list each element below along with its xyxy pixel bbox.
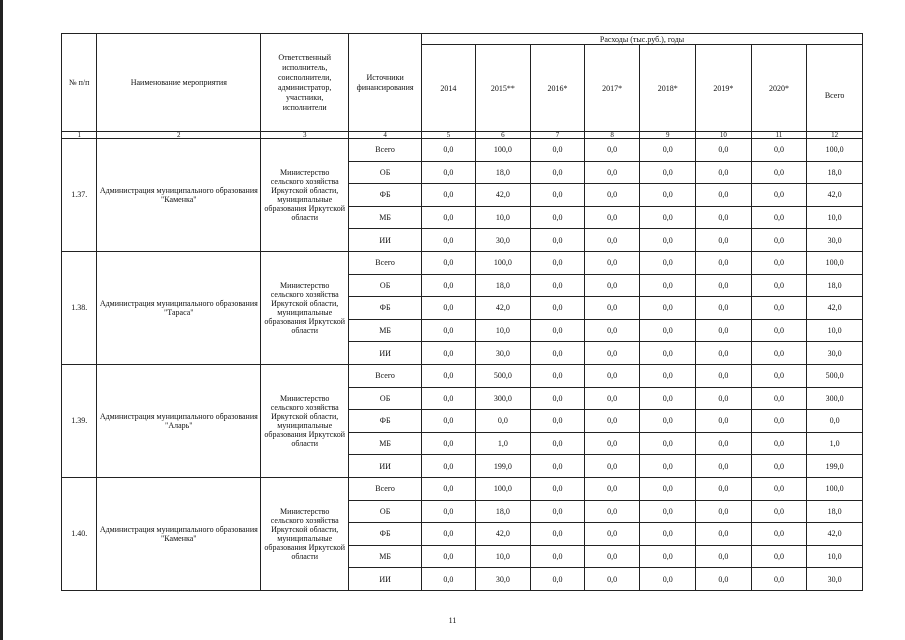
item-number: 1.40. xyxy=(62,477,97,590)
activity-name: Администрация муниципального образования "Аларь" xyxy=(97,364,261,477)
year-value: 0,0 xyxy=(751,523,807,546)
year-value: 0,0 xyxy=(751,184,807,207)
year-value: 0,0 xyxy=(751,139,807,162)
year-value: 0,0 xyxy=(584,500,640,523)
table-row xyxy=(62,364,863,387)
item-number: 1.38. xyxy=(62,251,97,364)
year-value: 0,0 xyxy=(584,184,640,207)
year-value: 0,0 xyxy=(531,387,585,410)
year-value: 0,0 xyxy=(640,545,696,568)
year-value: 0,0 xyxy=(531,545,585,568)
year-value: 1,0 xyxy=(475,432,531,455)
total-value: 0,0 xyxy=(807,410,863,433)
year-value: 0,0 xyxy=(696,319,752,342)
year-value: 0,0 xyxy=(696,274,752,297)
total-value: 30,0 xyxy=(807,568,863,591)
year-value: 0,0 xyxy=(422,319,476,342)
column-number-row xyxy=(62,132,863,139)
year-value: 0,0 xyxy=(584,319,640,342)
total-value: 30,0 xyxy=(807,229,863,252)
header-year: 2018* xyxy=(640,45,696,132)
page-number: 11 xyxy=(448,616,457,625)
year-value: 0,0 xyxy=(531,432,585,455)
year-value: 0,0 xyxy=(640,161,696,184)
header-year: 2015** xyxy=(475,45,531,132)
header-num: № п/п xyxy=(62,34,97,132)
year-value: 0,0 xyxy=(640,410,696,433)
executor: Министерство сельского хозяйства Иркутской области, муниципальные образования Иркутской области xyxy=(261,139,349,252)
funding-source: МБ xyxy=(349,545,422,568)
funding-source: ФБ xyxy=(349,523,422,546)
activity-name: Администрация муниципального образования "Каменка" xyxy=(97,477,261,590)
table-row xyxy=(62,251,863,274)
year-value: 0,0 xyxy=(640,184,696,207)
executor: Министерство сельского хозяйства Иркутской области, муниципальные образования Иркутской области xyxy=(261,364,349,477)
year-value: 0,0 xyxy=(531,161,585,184)
column-number: 6 xyxy=(475,132,531,139)
year-value: 0,0 xyxy=(584,477,640,500)
table-row xyxy=(62,139,863,162)
funding-source: Всего xyxy=(349,477,422,500)
year-value: 0,0 xyxy=(531,274,585,297)
year-value: 0,0 xyxy=(531,206,585,229)
year-value: 100,0 xyxy=(475,251,531,274)
total-value: 10,0 xyxy=(807,206,863,229)
year-value: 0,0 xyxy=(696,455,752,478)
funding-source: ОБ xyxy=(349,500,422,523)
year-value: 0,0 xyxy=(531,477,585,500)
total-value: 100,0 xyxy=(807,139,863,162)
year-value: 42,0 xyxy=(475,523,531,546)
year-value: 0,0 xyxy=(531,251,585,274)
year-value: 0,0 xyxy=(696,523,752,546)
year-value: 0,0 xyxy=(696,184,752,207)
year-value: 199,0 xyxy=(475,455,531,478)
year-value: 0,0 xyxy=(531,410,585,433)
year-value: 0,0 xyxy=(584,523,640,546)
funding-source: ОБ xyxy=(349,161,422,184)
year-value: 0,0 xyxy=(422,139,476,162)
column-number: 5 xyxy=(422,132,476,139)
year-value: 0,0 xyxy=(584,455,640,478)
year-value: 42,0 xyxy=(475,184,531,207)
total-value: 199,0 xyxy=(807,455,863,478)
year-value: 0,0 xyxy=(640,251,696,274)
year-value: 0,0 xyxy=(696,297,752,320)
year-value: 0,0 xyxy=(422,410,476,433)
year-value: 0,0 xyxy=(751,206,807,229)
year-value: 0,0 xyxy=(751,251,807,274)
year-value: 0,0 xyxy=(422,251,476,274)
year-value: 0,0 xyxy=(584,545,640,568)
year-value: 500,0 xyxy=(475,364,531,387)
year-value: 30,0 xyxy=(475,229,531,252)
total-value: 10,0 xyxy=(807,545,863,568)
funding-source: Всего xyxy=(349,251,422,274)
year-value: 0,0 xyxy=(531,342,585,365)
year-value: 0,0 xyxy=(640,500,696,523)
funding-source: ФБ xyxy=(349,297,422,320)
header-year: 2019* xyxy=(696,45,752,132)
funding-source: Всего xyxy=(349,139,422,162)
activity-name: Администрация муниципального образования "Тараса" xyxy=(97,251,261,364)
year-value: 0,0 xyxy=(531,568,585,591)
year-value: 42,0 xyxy=(475,297,531,320)
header-year: 2017* xyxy=(584,45,640,132)
year-value: 0,0 xyxy=(751,342,807,365)
year-value: 0,0 xyxy=(531,455,585,478)
year-value: 0,0 xyxy=(751,387,807,410)
year-value: 100,0 xyxy=(475,139,531,162)
year-value: 0,0 xyxy=(584,206,640,229)
year-value: 30,0 xyxy=(475,342,531,365)
year-value: 0,0 xyxy=(584,410,640,433)
total-value: 100,0 xyxy=(807,251,863,274)
table-header xyxy=(62,34,863,139)
item-number: 1.37. xyxy=(62,139,97,252)
year-value: 0,0 xyxy=(422,342,476,365)
year-value: 18,0 xyxy=(475,161,531,184)
year-value: 0,0 xyxy=(696,432,752,455)
year-value: 0,0 xyxy=(640,139,696,162)
year-value: 0,0 xyxy=(640,455,696,478)
total-value: 42,0 xyxy=(807,297,863,320)
year-value: 10,0 xyxy=(475,319,531,342)
funding-source: ОБ xyxy=(349,387,422,410)
year-value: 18,0 xyxy=(475,274,531,297)
year-value: 0,0 xyxy=(751,364,807,387)
column-number: 1 xyxy=(62,132,97,139)
year-value: 0,0 xyxy=(751,500,807,523)
year-value: 0,0 xyxy=(422,387,476,410)
year-value: 0,0 xyxy=(696,387,752,410)
year-value: 0,0 xyxy=(696,229,752,252)
year-value: 10,0 xyxy=(475,545,531,568)
year-value: 30,0 xyxy=(475,568,531,591)
year-value: 0,0 xyxy=(422,229,476,252)
year-value: 0,0 xyxy=(531,139,585,162)
total-value: 18,0 xyxy=(807,500,863,523)
year-value: 0,0 xyxy=(696,410,752,433)
column-number: 11 xyxy=(751,132,807,139)
total-value: 30,0 xyxy=(807,342,863,365)
year-value: 0,0 xyxy=(751,161,807,184)
funding-source: ФБ xyxy=(349,410,422,433)
year-value: 0,0 xyxy=(531,523,585,546)
funding-source: Всего xyxy=(349,364,422,387)
column-number: 9 xyxy=(640,132,696,139)
year-value: 0,0 xyxy=(531,184,585,207)
funding-source: ОБ xyxy=(349,274,422,297)
year-value: 0,0 xyxy=(422,500,476,523)
page-edge xyxy=(0,0,3,640)
year-value: 0,0 xyxy=(751,319,807,342)
table-row xyxy=(62,477,863,500)
header-expenses: Расходы (тыс.руб.), годы xyxy=(422,34,863,45)
total-value: 1,0 xyxy=(807,432,863,455)
year-value: 300,0 xyxy=(475,387,531,410)
year-value: 0,0 xyxy=(584,364,640,387)
year-value: 0,0 xyxy=(696,545,752,568)
funding-source: МБ xyxy=(349,319,422,342)
year-value: 0,0 xyxy=(751,410,807,433)
year-value: 0,0 xyxy=(584,387,640,410)
year-value: 0,0 xyxy=(422,568,476,591)
year-value: 0,0 xyxy=(696,139,752,162)
year-value: 0,0 xyxy=(422,206,476,229)
year-value: 0,0 xyxy=(751,432,807,455)
column-number: 8 xyxy=(584,132,640,139)
total-value: 100,0 xyxy=(807,477,863,500)
year-value: 0,0 xyxy=(640,523,696,546)
year-value: 0,0 xyxy=(696,568,752,591)
year-value: 0,0 xyxy=(696,251,752,274)
year-value: 0,0 xyxy=(584,139,640,162)
funding-source: МБ xyxy=(349,206,422,229)
year-value: 0,0 xyxy=(422,274,476,297)
column-number: 10 xyxy=(696,132,752,139)
total-value: 18,0 xyxy=(807,274,863,297)
column-number: 3 xyxy=(261,132,349,139)
year-value: 0,0 xyxy=(640,206,696,229)
year-value: 0,0 xyxy=(422,184,476,207)
year-value: 0,0 xyxy=(640,274,696,297)
year-value: 0,0 xyxy=(640,364,696,387)
column-number: 12 xyxy=(807,132,863,139)
budget-table xyxy=(61,33,863,591)
year-value: 0,0 xyxy=(696,477,752,500)
year-value: 0,0 xyxy=(422,455,476,478)
year-value: 0,0 xyxy=(640,477,696,500)
year-value: 0,0 xyxy=(584,161,640,184)
year-value: 0,0 xyxy=(751,274,807,297)
year-value: 10,0 xyxy=(475,206,531,229)
year-value: 0,0 xyxy=(640,568,696,591)
year-value: 0,0 xyxy=(640,229,696,252)
year-value: 0,0 xyxy=(584,432,640,455)
item-number: 1.39. xyxy=(62,364,97,477)
year-value: 0,0 xyxy=(696,364,752,387)
header-year: 2014 xyxy=(422,45,476,132)
year-value: 0,0 xyxy=(422,477,476,500)
executor: Министерство сельского хозяйства Иркутской области, муниципальные образования Иркутской области xyxy=(261,251,349,364)
total-value: 10,0 xyxy=(807,319,863,342)
year-value: 0,0 xyxy=(422,545,476,568)
header-year: 2016* xyxy=(531,45,585,132)
total-value: 42,0 xyxy=(807,184,863,207)
column-number: 7 xyxy=(531,132,585,139)
year-value: 0,0 xyxy=(422,523,476,546)
funding-source: ИИ xyxy=(349,568,422,591)
year-value: 0,0 xyxy=(640,342,696,365)
column-number: 4 xyxy=(349,132,422,139)
year-value: 0,0 xyxy=(696,500,752,523)
header-name: Наименование мероприятия xyxy=(97,34,261,132)
year-value: 0,0 xyxy=(640,297,696,320)
year-value: 0,0 xyxy=(696,342,752,365)
year-value: 0,0 xyxy=(422,161,476,184)
year-value: 0,0 xyxy=(640,387,696,410)
year-value: 0,0 xyxy=(531,297,585,320)
year-value: 0,0 xyxy=(640,319,696,342)
year-value: 0,0 xyxy=(751,229,807,252)
year-value: 0,0 xyxy=(751,477,807,500)
year-value: 0,0 xyxy=(422,297,476,320)
funding-source: МБ xyxy=(349,432,422,455)
total-value: 42,0 xyxy=(807,523,863,546)
total-value: 500,0 xyxy=(807,364,863,387)
funding-source: ИИ xyxy=(349,229,422,252)
year-value: 0,0 xyxy=(584,251,640,274)
year-value: 0,0 xyxy=(531,500,585,523)
total-value: 18,0 xyxy=(807,161,863,184)
executor: Министерство сельского хозяйства Иркутской области, муниципальные образования Иркутской области xyxy=(261,477,349,590)
total-value: 300,0 xyxy=(807,387,863,410)
year-value: 0,0 xyxy=(531,364,585,387)
year-value: 0,0 xyxy=(751,545,807,568)
year-value: 0,0 xyxy=(422,364,476,387)
year-value: 0,0 xyxy=(531,319,585,342)
year-value: 0,0 xyxy=(475,410,531,433)
header-total: Всего xyxy=(807,45,863,132)
year-value: 0,0 xyxy=(584,274,640,297)
table-body xyxy=(62,139,863,591)
year-value: 0,0 xyxy=(696,206,752,229)
activity-name: Администрация муниципального образования "Каменка" xyxy=(97,139,261,252)
year-value: 0,0 xyxy=(696,161,752,184)
year-value: 0,0 xyxy=(640,432,696,455)
year-value: 0,0 xyxy=(584,342,640,365)
year-value: 0,0 xyxy=(751,455,807,478)
year-value: 0,0 xyxy=(584,229,640,252)
funding-source: ИИ xyxy=(349,455,422,478)
column-number: 2 xyxy=(97,132,261,139)
year-value: 0,0 xyxy=(422,432,476,455)
year-value: 100,0 xyxy=(475,477,531,500)
year-value: 18,0 xyxy=(475,500,531,523)
year-value: 0,0 xyxy=(751,568,807,591)
header-executor: Ответственный исполнитель, соисполнители, администратор, участники, исполнители xyxy=(261,34,349,132)
header-year: 2020* xyxy=(751,45,807,132)
header-source: Источники финансирования xyxy=(349,34,422,132)
funding-source: ИИ xyxy=(349,342,422,365)
year-value: 0,0 xyxy=(751,297,807,320)
funding-source: ФБ xyxy=(349,184,422,207)
year-value: 0,0 xyxy=(584,568,640,591)
year-value: 0,0 xyxy=(531,229,585,252)
year-value: 0,0 xyxy=(584,297,640,320)
